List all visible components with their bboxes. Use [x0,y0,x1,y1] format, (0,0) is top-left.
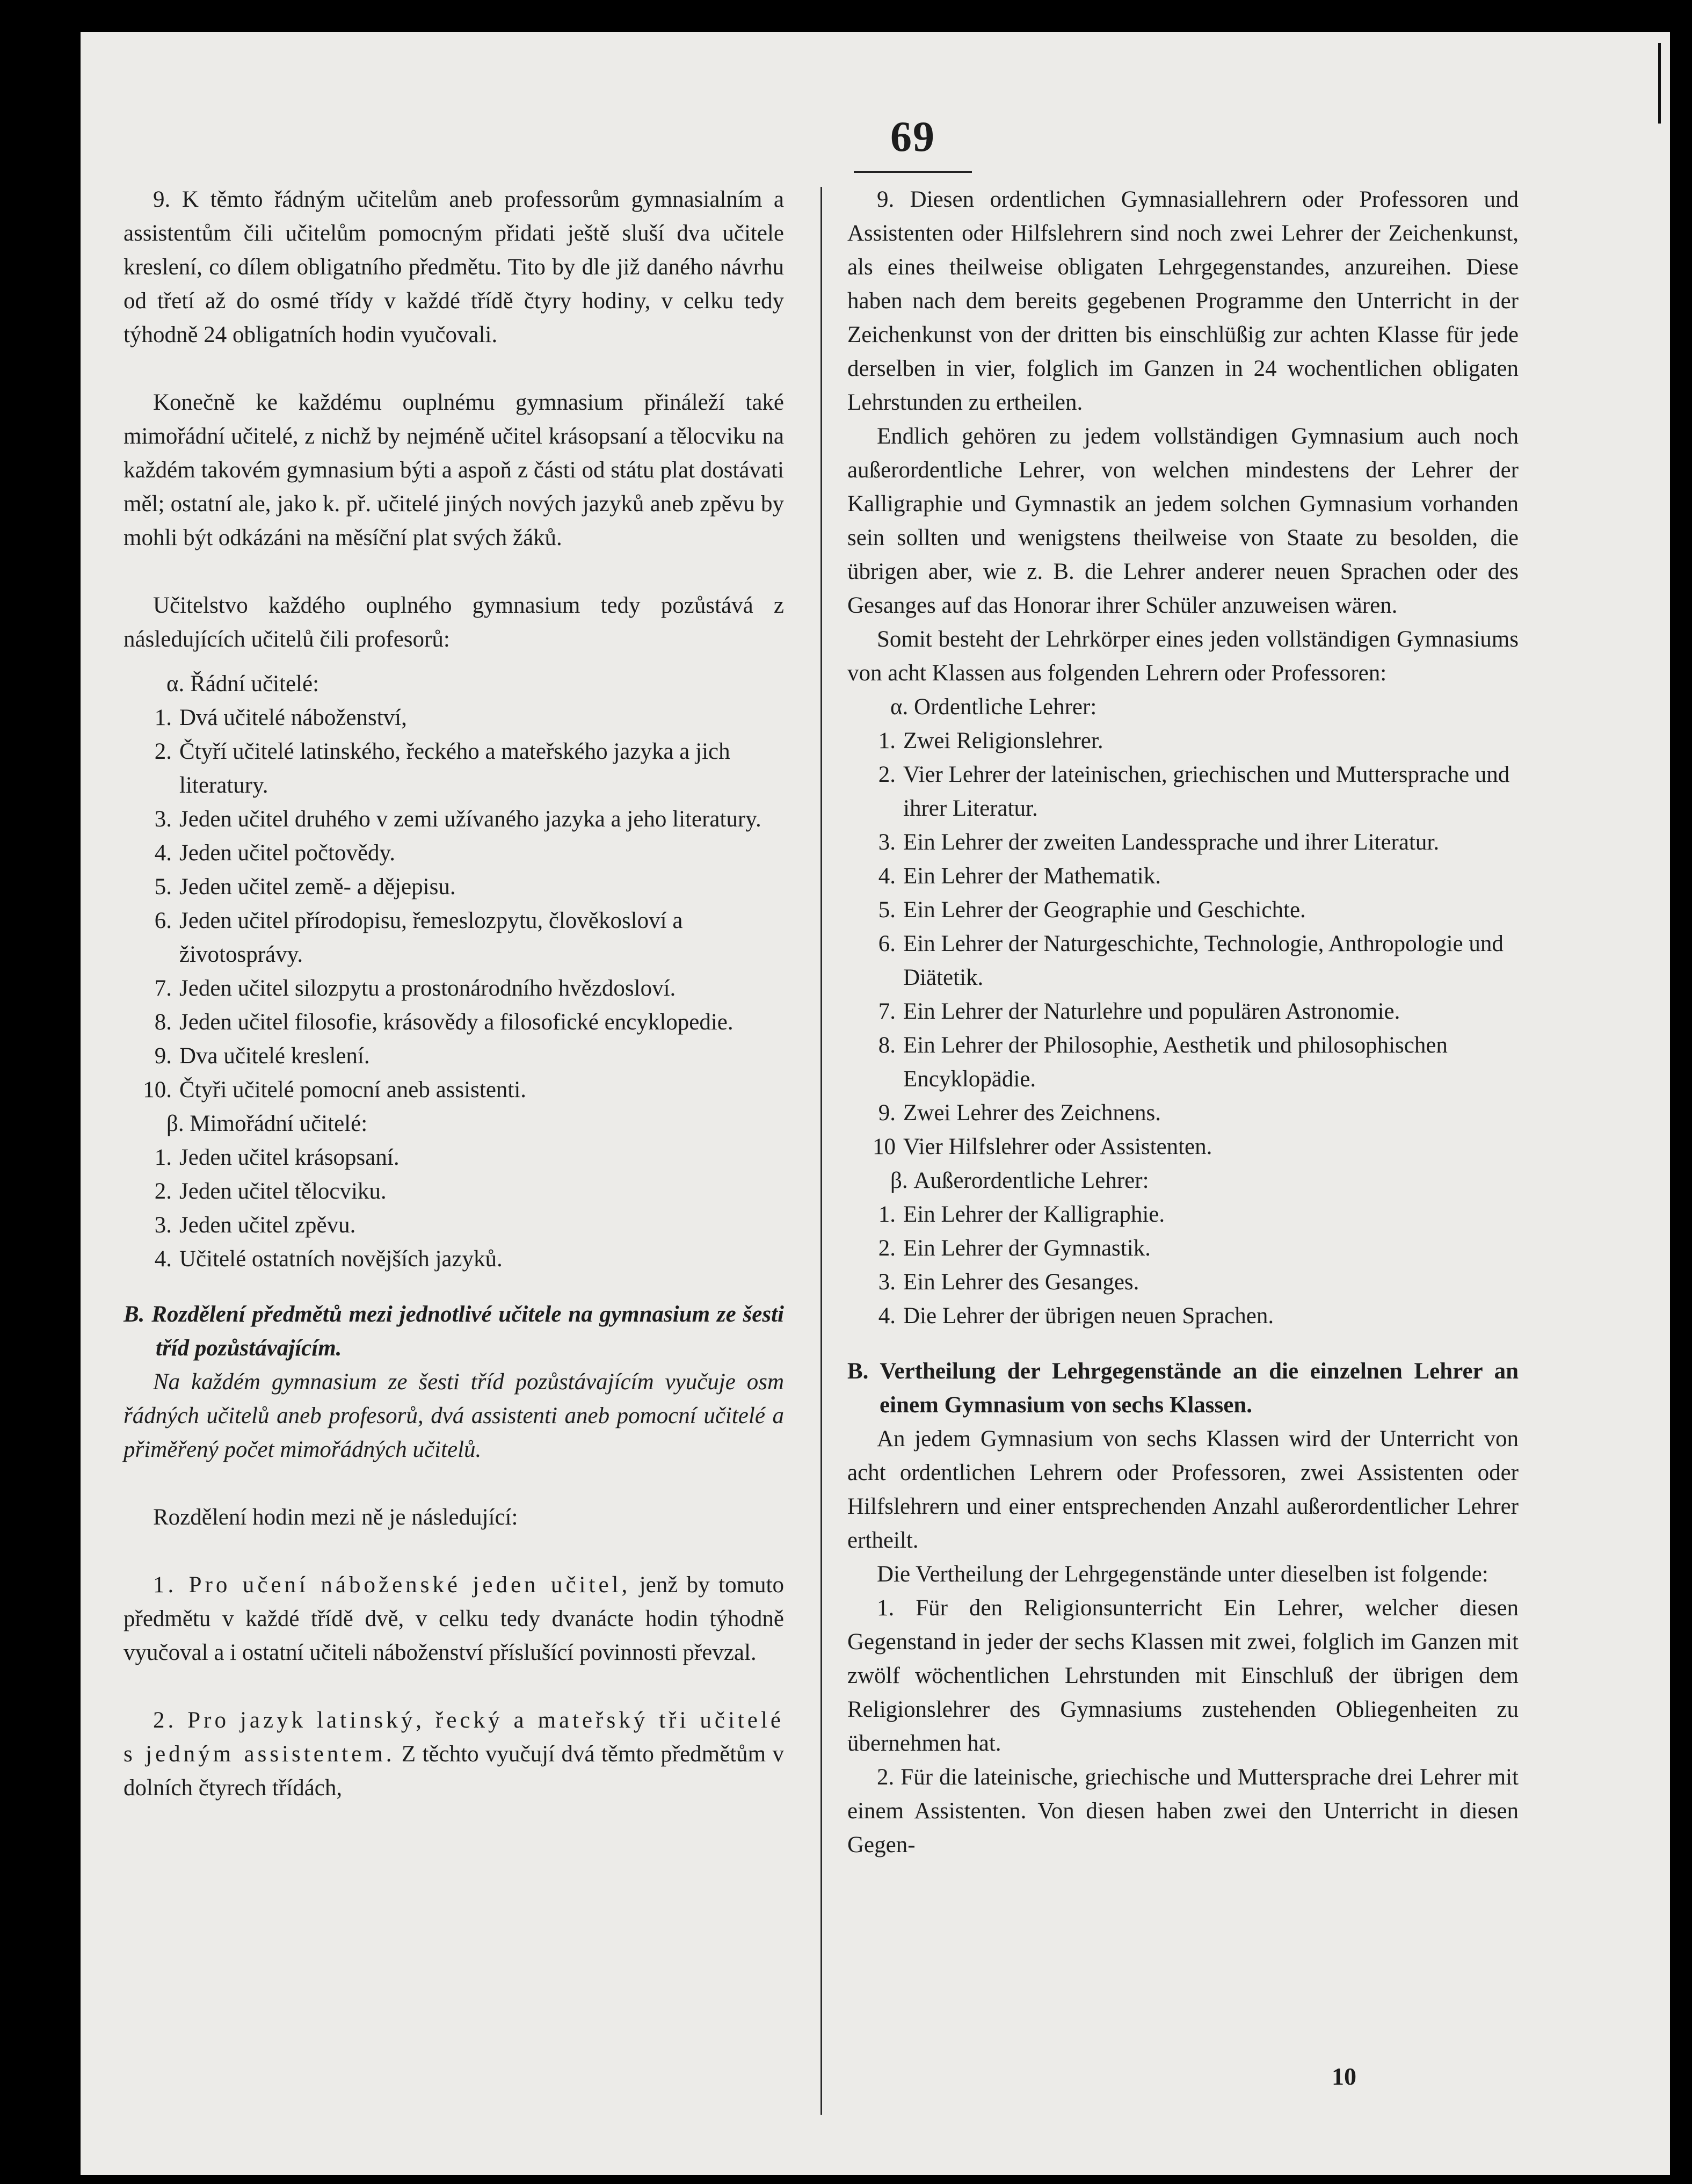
cz-paragraph-konecne: Konečně ke každému ouplnému gymnasium přináleží také mimořádní učitelé, z nichž by nejméně učitel krásopsaní a tělocviku na každém takovém gymnasium býti a aspoň z části od státu plat dostávati měl; ostatní ale, jako k. př. učitelé jiných nových jazyků aneb zpěvu by mohli být odkázáni na měsíční plat svých žáků. [124,390,784,550]
de-alpha-item-text: Vier Hilfslehrer oder Assistenten. [903,1134,1212,1159]
cz-alpha-item-text: Jeden učitel filosofie, krásovědy a filosofické encyklopedie. [179,1010,734,1035]
cz-alpha-item-number: 6. [154,908,172,933]
de-alpha-item-text: Ein Lehrer der zweiten Landessprache und ihrer Literatur. [903,830,1440,855]
cz-rozdeleni: Rozdělení hodin mezi ně je následující: [153,1505,518,1530]
de-beta-item-text: Ein Lehrer der Gymnastik. [903,1236,1151,1261]
cz-alpha-item-text: Jeden učitel přírodopisu, řemeslozpytu, člověkosloví a životosprávy. [179,908,683,967]
de-section-b-heading: B. Vertheilung der Lehrgegenstände an die einzelnen Lehrer an einem Gymnasium von sechs Klassen. [847,1359,1519,1418]
cz-alpha-item-number: 1. [154,705,172,730]
cz-alpha-item-text: Jeden učitel silozpytu a prostonárodního hvězdosloví. [179,976,676,1001]
spacer [124,352,784,386]
cz-item-2-lead: 2. Pro jazyk latinský, řecký a mateřský tři učitelé s jedným assistentem. [124,1708,784,1767]
cz-alpha-item-number: 9. [154,1043,172,1069]
de-alpha-item-number: 2. [878,762,896,787]
cz-alpha-list [124,701,784,1107]
de-alpha-item [847,1096,1519,1130]
cz-alpha-item [124,904,784,971]
cz-paragraph-9: 9. K těmto řádným učitelům aneb professorům gymnasialním a assistentům čili učitelům pomocným přidati ještě sluší dva učitele kreslení, co dílem obligatního předmětu. Tito by dle již daného návrhu od třetí až do osmé třídy v každé třídě čtyry hodiny, v celku tedy týhodně 24 obligatních hodin vyučovali. [124,187,784,347]
de-beta-item [847,1198,1519,1231]
de-alpha-label: α. Ordentliche Lehrer: [890,694,1097,720]
cz-paragraph-ucitelstvo: Učitelstvo každého ouplného gymnasium tedy pozůstává z následujících učitelů čili profesorů: [124,593,784,652]
cz-alpha-item-text: Jeden učitel země- a dějepisu. [179,874,456,899]
cz-alpha-item [124,1073,784,1107]
de-alpha-item-text: Ein Lehrer der Naturlehre und populären Astronomie. [903,999,1400,1024]
spacer [847,1333,1519,1354]
de-beta-item-text: Die Lehrer der übrigen neuen Sprachen. [903,1303,1274,1329]
cz-beta-item-text: Jeden učitel krásopsaní. [179,1145,400,1170]
de-alpha-item [847,1130,1519,1164]
de-alpha-item-number: 5. [878,897,896,923]
de-alpha-list [847,724,1519,1164]
cz-beta-item [124,1242,784,1276]
cz-alpha-label: α. Řádní učitelé: [166,671,319,696]
cz-alpha-item [124,971,784,1005]
de-item-1: 1. Für den Religionsunterricht Ein Lehrer, welcher diesen Gegenstand in jeder der sechs Klassen mit zwei, folglich im Ganzen mit zwölf wöchentlichen Lehrstunden mit Einschluß der übrigen dem Religionslehrer des Gymnasiums zustehenden Obliegenheiten zu übernehmen hat. [847,1595,1519,1756]
de-alpha-item-number: 1. [878,728,896,753]
de-alpha-item [847,859,1519,893]
de-alpha-item-text: Vier Lehrer der lateinischen, griechischen und Muttersprache und ihrer Literatur. [903,762,1510,821]
cz-beta-label: β. Mimořádní učitelé: [166,1111,368,1136]
de-paragraph-9: 9. Diesen ordentlichen Gymnasiallehrern oder Professoren und Assistenten oder Hilfslehrern sind noch zwei Lehrer der Zeichenkunst, als eines theilweise obligaten Lehrgegenstandes, anzureihen. Diese haben nach dem bereits gegebenen Programme den Unterricht in der Zeichenkunst von der dritten bis einschlüßig zur achten Klasse für jede derselben in vier, folglich im Ganzen in 24 wochentlichen obligaten Lehrstunden zu ertheilen. [847,187,1519,415]
de-beta-item-number: 3. [878,1269,896,1295]
cz-beta-item-number: 2. [154,1179,172,1204]
signature-mark: 10 [1332,2063,1356,2090]
german-column [847,183,1519,1862]
cz-beta-list [124,1141,784,1276]
cz-alpha-item-number: 8. [154,1010,172,1035]
de-beta-item-number: 2. [878,1236,896,1261]
de-alpha-item-text: Ein Lehrer der Mathematik. [903,864,1161,889]
de-alpha-item-number: 7. [878,999,896,1024]
cz-item-1 [124,1568,784,1670]
spacer [124,1670,784,1703]
column-divider [820,187,822,2115]
de-alpha-item-number: 6. [878,931,896,956]
cz-alpha-item [124,870,784,904]
de-alpha-item [847,758,1519,825]
cz-item-2 [124,1703,784,1805]
cz-alpha-item-text: Čtyří učitelé latinského, řeckého a mateřského jazyka a jich literatury. [179,739,730,798]
cz-beta-item-text: Učitelé ostatních novějších jazyků. [179,1246,503,1272]
spacer [124,656,784,667]
de-alpha-item [847,1028,1519,1096]
de-alpha-item [847,927,1519,995]
cz-beta-item-text: Jeden učitel tělocviku. [179,1179,387,1204]
cz-beta-item-number: 4. [154,1246,172,1272]
de-alpha-item-text: Ein Lehrer der Geographie und Geschichte. [903,897,1306,923]
de-alpha-item-number: 9. [878,1100,896,1126]
de-paragraph-somit: Somit besteht der Lehrkörper eines jeden vollständigen Gymnasiums von acht Klassen aus folgenden Lehrern oder Professoren: [847,627,1519,686]
de-verteilung: Die Vertheilung der Lehrgegenstände unter dieselben ist folgende: [877,1562,1488,1587]
de-beta-item [847,1299,1519,1333]
cz-beta-item-text: Jeden učitel zpěvu. [179,1213,356,1238]
de-alpha-item-number: 3. [878,830,896,855]
spacer [124,1467,784,1500]
de-item-2: 2. Für die lateinische, griechische und Muttersprache drei Lehrer mit einem Assistenten. Von diesen haben zwei den Unterricht in diesen Gegen- [847,1765,1519,1858]
de-beta-item-text: Ein Lehrer des Gesanges. [903,1269,1139,1295]
de-alpha-item-text: Zwei Lehrer des Zeichnens. [903,1100,1161,1126]
de-alpha-item-text: Zwei Religionslehrer. [903,728,1103,753]
cz-alpha-item [124,1039,784,1073]
cz-alpha-item-text: Čtyři učitelé pomocní aneb assistenti. [179,1077,527,1102]
de-alpha-item [847,724,1519,758]
de-beta-label: β. Außerordentliche Lehrer: [890,1168,1149,1193]
de-section-b-intro: An jedem Gymnasium von sechs Klassen wird der Unterricht von acht ordentlichen Lehrern oder Professoren, zwei Assistenten oder Hilfslehrern und einer entsprechenden Anzahl außerordentlicher Lehrer ertheilt. [847,1426,1519,1553]
de-alpha-item-number: 10 [873,1134,896,1159]
cz-alpha-item-text: Dvá učitelé náboženství, [179,705,407,730]
de-beta-item-number: 1. [878,1202,896,1227]
de-beta-item [847,1231,1519,1265]
book-page [81,32,1670,2175]
cz-alpha-item-number: 3. [154,807,172,832]
de-alpha-item [847,825,1519,859]
cz-section-b-heading: B. Rozdělení předmětů mezi jednotlivé učitele na gymnasium ze šesti tříd pozůstávajícím. [124,1302,784,1361]
de-alpha-item-number: 4. [878,864,896,889]
spacer [124,1276,784,1297]
cz-alpha-item-text: Jeden učitel druhého v zemi užívaného jazyka a jeho literatury. [179,807,761,832]
de-alpha-item [847,893,1519,927]
de-alpha-item [847,995,1519,1028]
de-alpha-item-text: Ein Lehrer der Philosophie, Aesthetik und philosophischen Encyklopädie. [903,1033,1448,1092]
cz-alpha-item-text: Jeden učitel počtovědy. [179,840,395,866]
cz-beta-item [124,1208,784,1242]
edge-mark [1658,43,1661,124]
cz-alpha-item [124,802,784,836]
cz-beta-item-number: 3. [154,1213,172,1238]
cz-alpha-item-number: 7. [154,976,172,1001]
cz-alpha-item-text: Dva učitelé kreslení. [179,1043,370,1069]
cz-beta-item [124,1174,784,1208]
cz-alpha-item [124,836,784,870]
cz-alpha-item-number: 4. [154,840,172,866]
de-alpha-item-number: 8. [878,1033,896,1058]
de-beta-item-number: 4. [878,1303,896,1329]
cz-beta-item-number: 1. [154,1145,172,1170]
page-number: 69 [890,113,935,161]
cz-alpha-item-number: 10. [143,1077,172,1102]
de-beta-list [847,1198,1519,1333]
cz-alpha-item [124,735,784,802]
cz-beta-item [124,1141,784,1174]
cz-alpha-item-number: 2. [154,739,172,764]
cz-alpha-item [124,701,784,735]
cz-item-1-lead: 1. Pro učení náboženské jeden učitel, [153,1572,631,1598]
spacer [124,555,784,589]
cz-item-1-rest: jenž by tomuto předmětu v každé třídě dvě, v celku tedy dvanácte hodin týhodně vyučoval a i ostatní učiteli náboženství příslušící povinnosti převzal. [124,1572,784,1665]
czech-column [124,183,784,1805]
de-beta-item-text: Ein Lehrer der Kalligraphie. [903,1202,1165,1227]
spacer [124,1534,784,1568]
cz-item-2-rest: Z těchto vyučují dvá těmto předmětům v dolních čtyrech třídách, [124,1742,784,1801]
cz-section-b-intro: Na každém gymnasium ze šesti tříd pozůstávajícím vyučuje osm řádných učitelů aneb profesorů, dvá assistenti aneb pomocní učitelé a přiměřený počet mimořádných učitelů. [124,1369,784,1462]
de-paragraph-endlich: Endlich gehören zu jedem vollständigen Gymnasium auch noch außerordentliche Lehrer, von welchen mindestens der Lehrer der Kalligraphie und Gymnastik an jedem solchen Gymnasium vorhanden sein sollten und wenigstens theilweise von Staate zu besolden, die übrigen aber, wie z. B. die Lehrer anderer neuen Sprachen oder des Gesanges auf das Honorar ihrer Schüler anzuweisen wären. [847,424,1519,618]
cz-alpha-item-number: 5. [154,874,172,899]
de-alpha-item-text: Ein Lehrer der Naturgeschichte, Technologie, Anthropologie und Diätetik. [903,931,1504,990]
de-beta-item [847,1265,1519,1299]
header-rule [854,171,972,173]
cz-alpha-item [124,1005,784,1039]
